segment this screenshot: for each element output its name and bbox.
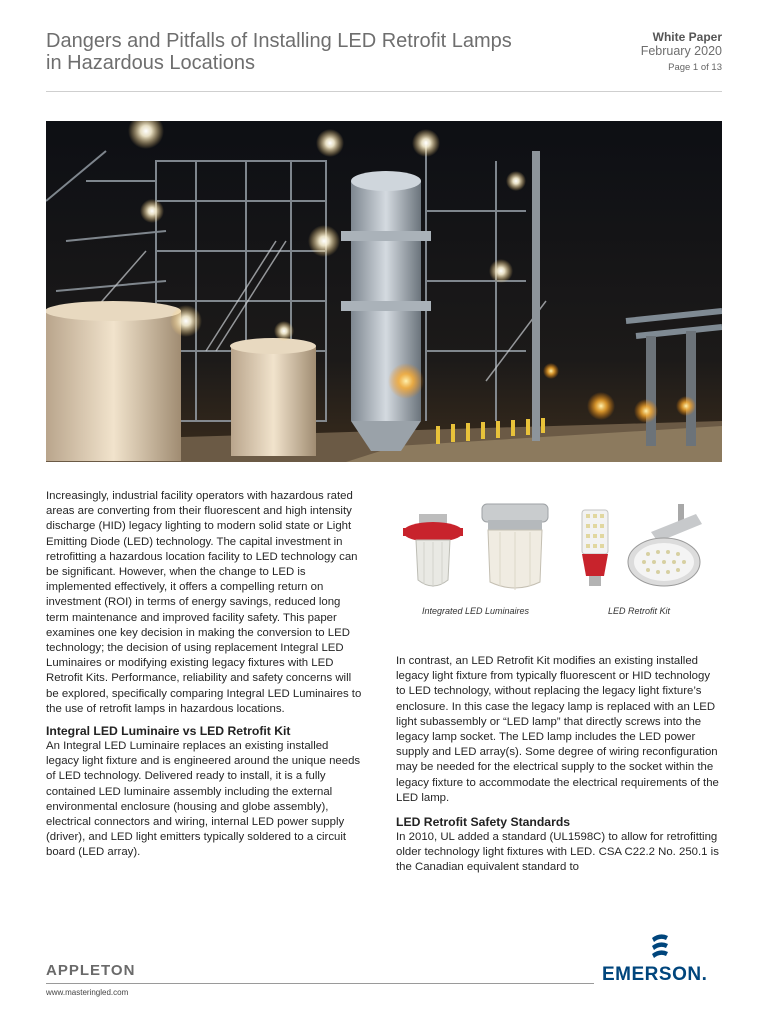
retrofit-kit-paragraph: In contrast, an LED Retrofit Kit modifies an existing installed legacy light fixture from typically fluorescent or HID technology to LED technology, without replacing the legacy light fixture’s enclosure. In this case the legacy lamp is replaced with an LED light subassembly or “LED lamp” that directly screws into the legacy lamp socket. The LED lamp includes the LED power supply and LED array(s). Some degree of wiring reconfiguration may be needed for the electrical supply to the socket within the legacy fixture to accommodate the electrical requirements of the LED lamp. — [396, 655, 719, 804]
luminaire-red-image — [403, 514, 463, 587]
section-heading-safety-standards: LED Retrofit Safety Standards — [396, 815, 571, 830]
intro-paragraph: Increasingly, industrial facility operators with hazardous rated areas are converting from their fluorescent and high intensity discharge (HID) legacy lighting to modern solid state or Light Emitting Diode (LED) technology. The capital investment in retrofitting a hazardous location facility to LED technology can be significant. However, when the change to LED is implemented effectively, it offers a compelling return on investment (ROI) in terms of energy savings, reduced long term maintenance and improved facility safety. This paper examines one key decision in making the conversion to LED technology; the decision of using replacement Integral LED Luminaires or modifying existing legacy fixtures with LED Retrofit Kits. Performance, reliability and safety concerns will be explored, specifically comparing Integral LED Luminaires to the use of retrofit lamps in hazardous locations. — [46, 490, 362, 715]
right-column — [396, 654, 722, 876]
hero-image-plant-at-night — [46, 121, 722, 462]
retrofit-disk-kit-image — [628, 504, 702, 586]
plant-illustration — [46, 121, 722, 462]
footer-divider — [46, 983, 594, 984]
doc-type: White Paper — [652, 30, 722, 44]
product-images — [396, 502, 722, 620]
appleton-logo: APPLETON — [46, 962, 136, 979]
document-title — [46, 30, 566, 74]
title-line-1: Dangers and Pitfalls of Installing LED Retrofit Lamps — [46, 30, 512, 52]
caption-integrated-luminaires: Integrated LED Luminaires — [422, 606, 530, 616]
luminaire-silver-image — [482, 504, 548, 590]
doc-date: February 2020 — [640, 44, 722, 58]
safety-standards-paragraph: In 2010, UL added a standard (UL1598C) to allow for retrofitting older technology light fixtures with LED. CSA C22.2 No. 250.1 is the Canadian equivalent standard to — [396, 831, 719, 874]
emerson-logo: EMERSON. — [602, 964, 708, 985]
document-meta — [641, 30, 722, 73]
footer-url[interactable]: www.masteringled.com — [46, 988, 129, 997]
left-column — [46, 489, 364, 861]
section-heading-integral-vs-retrofit: Integral LED Luminaire vs LED Retrofit Kit — [46, 724, 291, 739]
header-divider — [46, 91, 722, 92]
product-illustrations — [396, 502, 722, 594]
retrofit-corn-lamp-image — [582, 510, 608, 586]
title-line-2: in Hazardous Locations — [46, 52, 256, 74]
page-indicator: Page 1 of 13 — [668, 62, 722, 73]
caption-retrofit-kit: LED Retrofit Kit — [608, 606, 671, 616]
integral-luminaire-paragraph: An Integral LED Luminaire replaces an existing installed legacy light fixture and is engineered around the unique needs of LED technology. Delivered ready to install, it is a fully contained LED luminaire assembly including the external environmental enclosure (housing and globe assembly), electrical connectors and wiring, internal LED power supply (driver), and LED light emitters typically soldered to a circuit board (LED array). — [46, 740, 361, 859]
